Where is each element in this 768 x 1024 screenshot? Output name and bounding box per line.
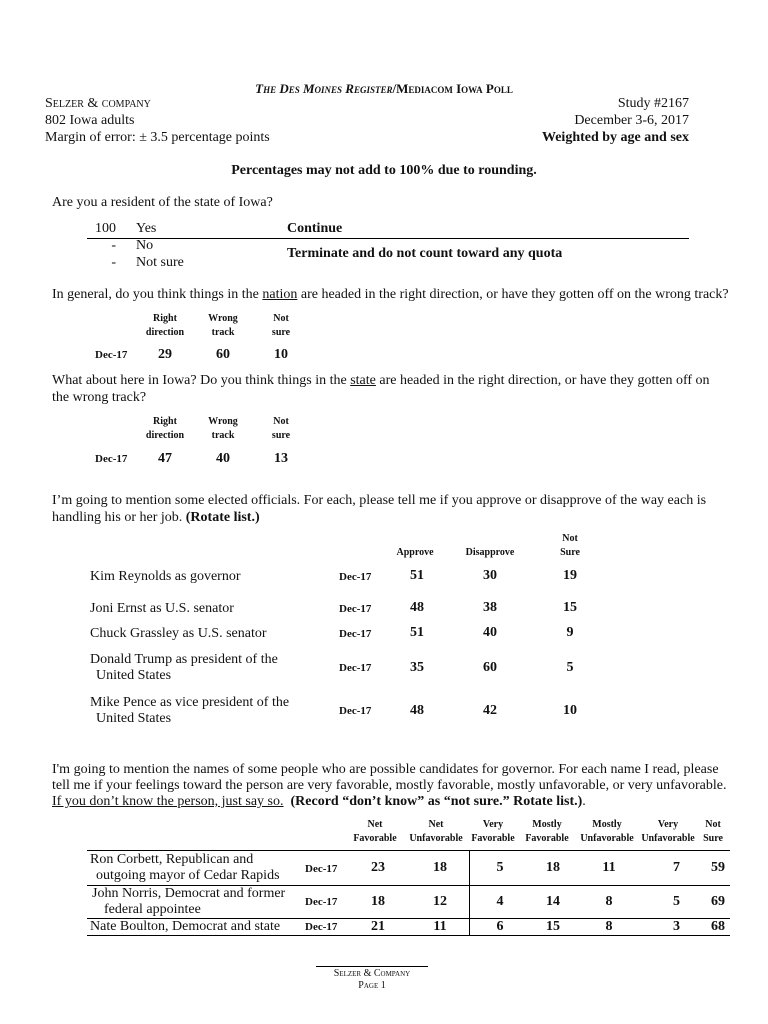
q4-approve-value: 35 <box>410 660 424 675</box>
q5-header-net-unfav: Net Unfavorable <box>409 819 463 844</box>
q5-header-very-fav: Very Favorable <box>471 819 515 844</box>
q4-official-name: Chuck Grassley as U.S. senator <box>90 626 267 641</box>
q1-label-no: No <box>136 238 154 253</box>
q2-value-wrong: 60 <box>216 347 230 362</box>
rounding-note: Percentages may not add to 100% due to rounding. <box>231 163 537 178</box>
q3-header-right: Right direction <box>145 416 185 441</box>
q5-header-mostly-fav: Mostly Favorable <box>525 819 569 844</box>
q5-intro-line2: tell me if your feelings toward the person are very favorable, mostly favorable, mostly unfavorable, or very unfavorable. <box>52 778 727 793</box>
q4-row-date: Dec-17 <box>339 603 372 615</box>
q5-header-mostly-unfav: Mostly Unfavorable <box>580 819 634 844</box>
margin-of-error: Margin of error: ± 3.5 percentage points <box>45 130 270 145</box>
q5-value: 12 <box>433 894 447 909</box>
q3-value-right: 47 <box>158 451 172 466</box>
study-dates: December 3-6, 2017 <box>574 113 689 128</box>
q4-approve-value: 48 <box>410 600 424 615</box>
q3-question: What about here in Iowa? Do you think things in the state are headed in the right direction, or have they gotten off on <box>52 373 710 388</box>
sample-size: 802 Iowa adults <box>45 113 135 128</box>
q3-value-wrong: 40 <box>216 451 230 466</box>
q5-row-date: Dec-17 <box>305 863 338 875</box>
q5-value: 6 <box>496 919 504 934</box>
q4-official-name-line2: United States <box>96 711 172 726</box>
q5-intro: I'm going to mention the names of some people who are possible candidates for governor. For each name I read, please <box>52 762 719 777</box>
q3-value-not-sure: 13 <box>274 451 288 466</box>
q1-value-not-sure: - <box>111 255 116 270</box>
q4-not-sure-value: 15 <box>563 600 577 615</box>
q5-value: 11 <box>433 919 447 934</box>
q4-not-sure-value: 19 <box>563 568 577 583</box>
q5-value: 69 <box>711 894 725 909</box>
q4-official-name: Mike Pence as vice president of the <box>90 695 290 710</box>
q2-question: In general, do you think things in the nation are headed in the right direction, or have they gotten off on the wrong track? <box>52 287 729 302</box>
q5-value: 18 <box>433 860 447 875</box>
q4-approve-value: 51 <box>410 568 424 583</box>
q4-header-disapprove: Disapprove <box>465 547 515 558</box>
q5-value: 18 <box>371 894 385 909</box>
q5-row-date: Dec-17 <box>305 896 338 908</box>
q5-value: 21 <box>371 919 385 934</box>
q5-value: 11 <box>602 860 616 875</box>
footer-page-number: Page 1 <box>358 980 386 991</box>
q4-intro: I’m going to mention some elected officials. For each, please tell me if you approve or disapprove of the way each is <box>52 493 707 508</box>
q2-header-wrong: Wrong track <box>208 313 238 338</box>
q4-header-not-sure: Not Sure <box>560 533 580 558</box>
q1-terminate: Terminate and do not count toward any quota <box>287 246 563 261</box>
q3-question-line2: the wrong track? <box>52 390 147 405</box>
q4-official-name-line2: United States <box>96 668 172 683</box>
q4-row-date: Dec-17 <box>339 628 372 640</box>
q2-header-not-sure: Not sure <box>271 313 291 338</box>
q4-disapprove-value: 30 <box>483 568 497 583</box>
q4-not-sure-value: 5 <box>566 660 574 675</box>
q5-value: 68 <box>711 919 725 934</box>
q5-candidate-name: Ron Corbett, Republican and <box>90 852 254 867</box>
q5-candidate-name-line2: federal appointee <box>104 902 201 917</box>
q5-value: 15 <box>546 919 560 934</box>
q4-official-name: Kim Reynolds as governor <box>90 569 241 584</box>
q5-value: 5 <box>673 894 680 909</box>
q5-value: 3 <box>673 919 680 934</box>
q1-label-yes: Yes <box>136 221 157 236</box>
q4-official-name: Donald Trump as president of the <box>90 652 278 667</box>
firm-name: Selzer & company <box>45 96 151 111</box>
q5-intro-line3: If you don’t know the person, just say so. (Record “don’t know” as “not sure.” Rotate list.). <box>52 794 586 809</box>
q1-continue: Continue <box>287 221 343 236</box>
q5-header-not-sure: Not Sure <box>703 819 723 844</box>
q1-question: Are you a resident of the state of Iowa? <box>52 195 273 210</box>
poll-title: The Des Moines Register/Mediacom Iowa Poll <box>255 81 513 96</box>
q4-not-sure-value: 9 <box>566 625 574 640</box>
q5-value: 8 <box>605 919 613 934</box>
q4-not-sure-value: 10 <box>563 703 577 718</box>
q5-table-top-rule <box>87 850 730 851</box>
q5-header-net-fav: Net Favorable <box>353 819 397 844</box>
q4-approve-value: 51 <box>410 625 424 640</box>
q5-candidate-name-line2: outgoing mayor of Cedar Rapids <box>96 868 280 883</box>
weighting-note: Weighted by age and sex <box>541 130 689 145</box>
footer-rule <box>316 966 428 967</box>
q5-value: 59 <box>711 860 725 875</box>
q3-header-wrong: Wrong track <box>208 416 238 441</box>
q1-value-no: - <box>111 238 116 253</box>
q4-disapprove-value: 40 <box>483 625 497 640</box>
q5-header-very-unfav: Very Unfavorable <box>641 819 695 844</box>
q3-row-label: Dec-17 <box>95 453 128 465</box>
q2-value-not-sure: 10 <box>274 347 288 362</box>
q4-approve-value: 48 <box>410 703 424 718</box>
q4-row-date: Dec-17 <box>339 705 372 717</box>
q1-divider <box>87 238 689 239</box>
q5-value: 14 <box>546 894 560 909</box>
q4-row-date: Dec-17 <box>339 662 372 674</box>
q5-value: 8 <box>605 894 613 909</box>
q4-official-name: Joni Ernst as U.S. senator <box>90 601 234 616</box>
q5-value: 23 <box>371 860 385 875</box>
q2-row-label: Dec-17 <box>95 349 128 361</box>
q5-value: 4 <box>496 894 504 909</box>
q4-row-date: Dec-17 <box>339 571 372 583</box>
q5-value: 18 <box>546 860 560 875</box>
q5-table-bottom-rule <box>87 935 730 936</box>
q1-value-yes: 100 <box>95 221 116 236</box>
q5-candidate-name: John Norris, Democrat and former <box>92 886 286 901</box>
q4-disapprove-value: 42 <box>483 703 497 718</box>
study-number: Study #2167 <box>617 96 689 111</box>
q3-header-not-sure: Not sure <box>271 416 291 441</box>
q5-candidate-name: Nate Boulton, Democrat and state <box>90 919 281 934</box>
q5-value: 5 <box>496 860 504 875</box>
q4-disapprove-value: 38 <box>483 600 497 615</box>
q4-header-approve: Approve <box>396 547 434 558</box>
q5-value: 7 <box>673 860 680 875</box>
q5-table-divider <box>469 850 470 936</box>
q4-disapprove-value: 60 <box>483 660 497 675</box>
footer-firm: Selzer & Company <box>333 968 411 979</box>
q2-header-right: Right direction <box>145 313 185 338</box>
q4-intro-line2: handling his or her job. (Rotate list.) <box>52 510 260 525</box>
q1-label-not-sure: Not sure <box>136 255 184 270</box>
q2-value-right: 29 <box>158 347 172 362</box>
q5-row-date: Dec-17 <box>305 921 338 933</box>
